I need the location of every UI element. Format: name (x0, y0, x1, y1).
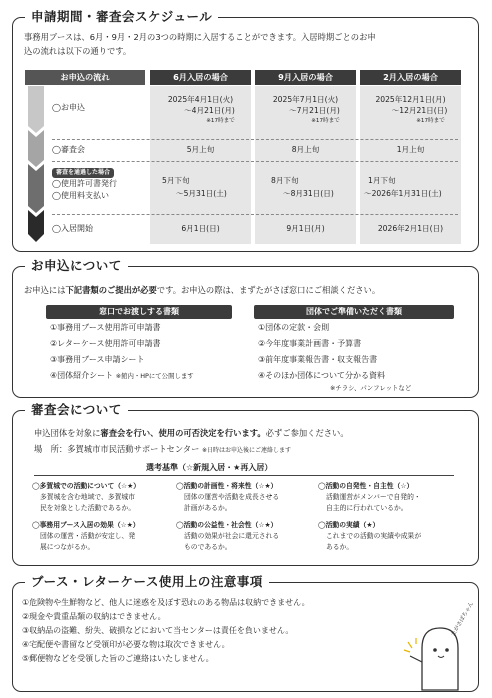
review-june: 5月上旬 (186, 145, 215, 154)
schedule-intro: 事務用ブースは、6月・9月・2月の3つの時期に入居することができます。入居時期ごとのお申 込の流れは以下の通りです。 (24, 32, 376, 56)
group-doc-item: ②今年度事業計画書・予算書 (258, 339, 362, 348)
flow-arrow (25, 86, 47, 246)
apply-june: 2025年4月1日(火) 〜4月21日(月) ※17時まで (167, 95, 235, 124)
note-item: ③収納品の盗難、紛失、破損などにおいて当センターは責任を負いません。 (22, 626, 294, 635)
start-sept: 9月1日(月) (286, 224, 325, 233)
passed-badge: 審査を通過した場合 (52, 168, 114, 178)
permit-feb: 1月下旬 〜2026年1月31日(土) (364, 176, 442, 198)
review-line1: 申込団体を対象に審査会を行い、使用の可否決定を行います。必ずご参加ください。 (34, 428, 349, 438)
note-item: ①危険物や生鮮物など、他人に迷惑を及ぼす恐れのある物品は収納できません。 (22, 598, 310, 607)
permit-sept: 8月下旬 〜8月31日(日) (271, 176, 334, 198)
criteria-title: 選考基準（☆新規入居・★再入居） (146, 463, 273, 472)
counter-doc-item: ④団体紹介シート ※館内・HPにて公開します (50, 371, 194, 380)
apply-sept: 2025年7月1日(火) 〜7月21日(月) ※17時まで (272, 95, 340, 124)
note-item: ②現金や貴重品類の収納はできません。 (22, 612, 166, 621)
criteria-item: ◯事務用ブース入居の効果（☆★） 団体の運営・活動が安定し、発 展につながるか。 (32, 521, 140, 551)
review-feb: 1月上旬 (396, 145, 425, 154)
counter-docs-header: 窓口でお渡しする書類 (46, 305, 232, 319)
notes-title: ブース・レターケース使用上の注意事項 (25, 573, 269, 591)
header-flow: お申込の流れ (25, 70, 145, 85)
row-apply-label: ◯お申込 (52, 103, 85, 112)
schedule-title: 申請期間・審査会スケジュール (25, 8, 218, 26)
group-doc-item: ①団体の定款・会則 (258, 323, 330, 332)
counter-doc-item: ③事務用ブース申請シート (50, 355, 145, 364)
row-divider (52, 139, 458, 140)
criteria-item: ◯活動の自発性・自主性（☆） 活動運営がメンバーで自発的・ 自主的に行われているか。 (318, 482, 421, 512)
review-location: 場 所：多賀城市市民活動サポートセンター ※日時はお申込後にご連絡します (34, 444, 292, 454)
criteria-item: ◯活動の実績（★） これまでの活動の実績や成果が あるか。 (318, 521, 422, 551)
criteria-divider (34, 475, 454, 476)
review-title: 審査会について (25, 401, 128, 419)
header-sept: 9月入居の場合 (255, 70, 356, 85)
row-start-label: ◯入居開始 (52, 224, 93, 233)
note-item: ⑤郵便物などを受領した旨のご連絡はいたしません。 (22, 654, 214, 663)
row-review-label: ◯審査会 (52, 145, 85, 154)
group-docs-header: 団体でご準備いただく書類 (254, 305, 454, 319)
start-feb: 2026年2月1日(日) (377, 224, 444, 233)
mascot-illustration (400, 601, 475, 690)
counter-doc-item: ①事務用ブース使用許可申請書 (50, 323, 161, 332)
header-feb: 2月入居の場合 (360, 70, 461, 85)
apply-feb: 2025年12月1日(月) 〜12月21日(日) ※17時まで (375, 95, 448, 124)
criteria-item: ◯活動の計画性・将来性（☆★） 団体の運営や活動を成長させる 計画があるか。 (176, 482, 280, 512)
group-doc-note: ※チラシ、パンフレットなど (330, 384, 412, 392)
group-doc-item: ④そのほか団体について分かる資料 (258, 371, 386, 380)
group-doc-item: ③前年度事業報告書・収支報告書 (258, 355, 378, 364)
review-sept: 8月上旬 (291, 145, 320, 154)
permit-june: 5月下旬 〜5月31日(土) (162, 176, 227, 198)
mascot-name: たがさぽちゃん (450, 601, 475, 638)
apply-title: お申込について (25, 257, 128, 275)
apply-intro: お申込には下記書類のご提出が必要です。お申込の際は、まずたがさぽ窓口にご相談ください。 (24, 285, 381, 295)
row-divider (52, 214, 458, 215)
criteria-item: ◯活動の公益性・社会性（☆★） 活動の効果が社会に還元される ものであるか。 (176, 521, 280, 551)
start-june: 6月1日(日) (181, 224, 220, 233)
row-divider (52, 161, 458, 162)
criteria-item: ◯多賀城での活動について（☆★） 多賀城を含む地域で、多賀城市 民を対象とした活動であるか。 (32, 482, 141, 512)
note-item: ④宅配便や書留など受領印が必要な物は取次できません。 (22, 640, 230, 649)
counter-doc-item: ②レターケース使用許可申請書 (50, 339, 161, 348)
notes-list (22, 596, 310, 666)
row-permit-label: 審査を通過した場合 ◯使用許可書発行 ◯使用料支払い (52, 169, 117, 200)
header-june: 6月入居の場合 (150, 70, 251, 85)
